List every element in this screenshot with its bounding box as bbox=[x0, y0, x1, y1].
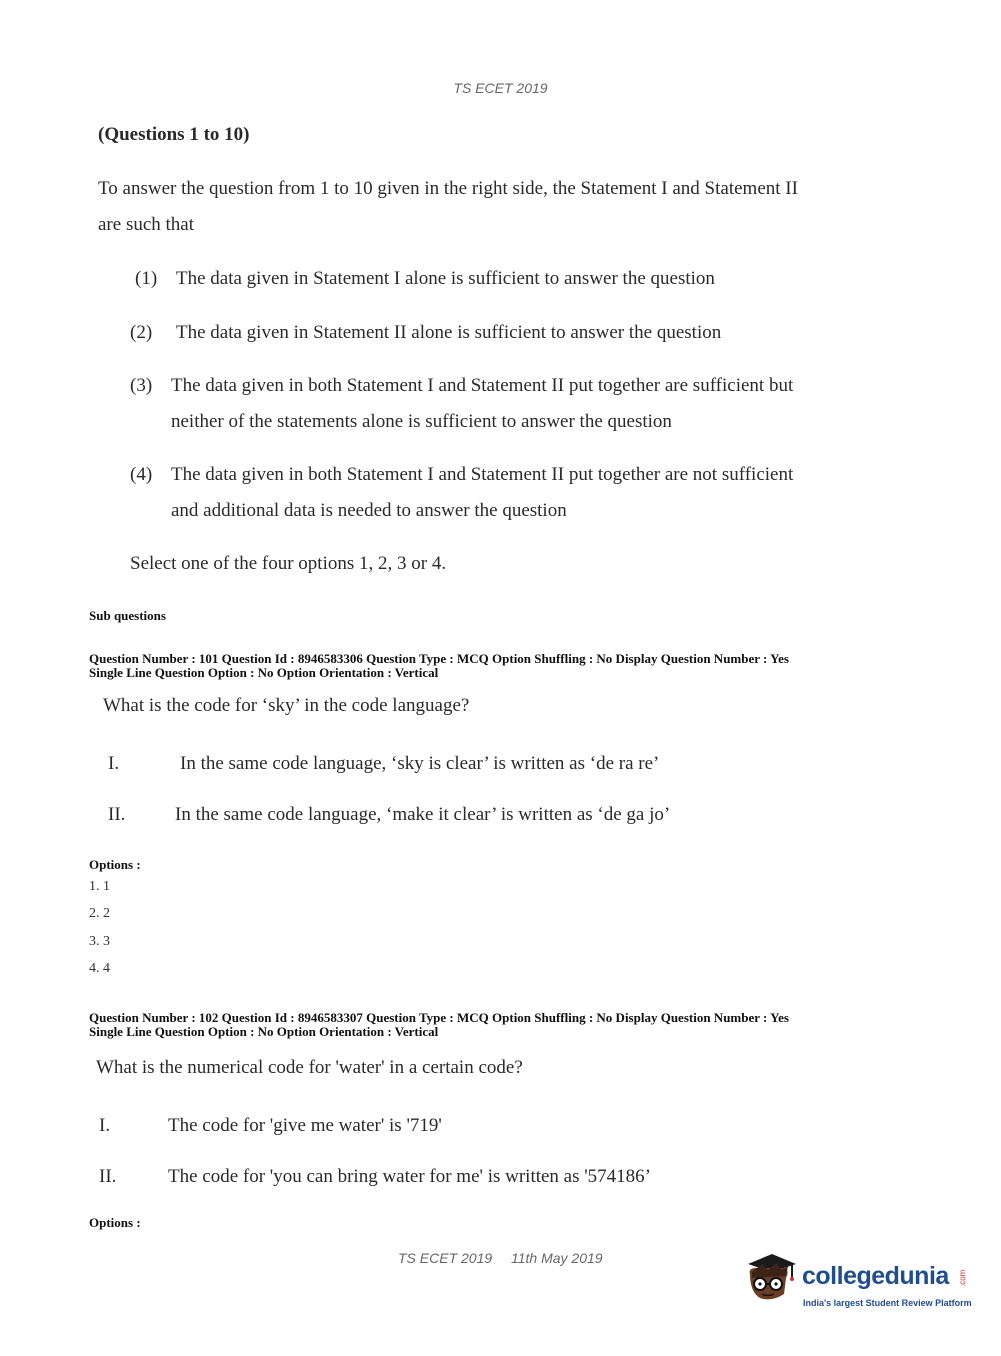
question-101-statement-1-number: I. bbox=[108, 753, 120, 774]
question-101-meta-line2: Single Line Question Option : No Option Orientation : Vertical bbox=[89, 665, 439, 680]
choice-4-text-line2: and additional data is needed to answer the question bbox=[171, 500, 567, 521]
question-101-statement-2-text: In the same code language, ‘make it clear’ is written as ‘de ga jo’ bbox=[175, 804, 671, 825]
footer-date: 11th May 2019 bbox=[511, 1250, 603, 1266]
collegedunia-mascot-icon bbox=[742, 1250, 798, 1310]
brand-suffix: .com bbox=[958, 1269, 967, 1287]
choice-4-text-line1: The data given in both Statement I and Statement II put together are not sufficient bbox=[171, 464, 794, 485]
question-102-meta-line2: Single Line Question Option : No Option Orientation : Vertical bbox=[89, 1024, 439, 1039]
select-instruction: Select one of the four options 1, 2, 3 or 4. bbox=[130, 553, 447, 574]
question-102-statement-2-number: II. bbox=[99, 1166, 117, 1187]
brand-tagline: India's largest Student Review Platform bbox=[803, 1298, 972, 1308]
brand-name: collegedunia bbox=[802, 1262, 949, 1290]
intro-line-1: To answer the question from 1 to 10 given in the right side, the Statement I and Statement II bbox=[98, 178, 798, 199]
choice-3-number: (3) bbox=[130, 375, 153, 396]
footer-exam: TS ECET 2019 bbox=[398, 1250, 493, 1266]
question-102-text: What is the numerical code for 'water' in a certain code? bbox=[96, 1057, 523, 1078]
question-101-option-1[interactable]: 1. 1 bbox=[89, 879, 110, 894]
choice-1-text: The data given in Statement I alone is sufficient to answer the question bbox=[176, 268, 715, 289]
question-101-statement-2-number: II. bbox=[108, 804, 126, 825]
question-101-option-4[interactable]: 4. 4 bbox=[89, 961, 110, 976]
question-102-statement-2-text: The code for 'you can bring water for me' is written as '574186’ bbox=[168, 1166, 652, 1187]
choice-3-text-line2: neither of the statements alone is sufficient to answer the question bbox=[171, 411, 672, 432]
question-102-statement-1-number: I. bbox=[99, 1115, 111, 1136]
question-101-statement-1-text: In the same code language, ‘sky is clear’ is written as ‘de ra re’ bbox=[180, 753, 660, 774]
page-header-title: TS ECET 2019 bbox=[453, 80, 548, 96]
choice-2-text: The data given in Statement II alone is sufficient to answer the question bbox=[176, 322, 722, 343]
question-101-text: What is the code for ‘sky’ in the code language? bbox=[103, 695, 470, 716]
question-101-options-label: Options : bbox=[89, 857, 141, 872]
choice-2-number: (2) bbox=[130, 322, 153, 343]
question-101-option-2[interactable]: 2. 2 bbox=[89, 906, 110, 921]
question-102-meta-line1: Question Number : 102 Question Id : 8946583307 Question Type : MCQ Option Shuffling : No Display Question Number : Yes bbox=[89, 1010, 789, 1025]
sub-questions-label: Sub questions bbox=[89, 608, 166, 623]
question-102-statement-1-text: The code for 'give me water' is '719' bbox=[168, 1115, 442, 1136]
intro-line-2: are such that bbox=[98, 214, 195, 235]
question-101-meta-line1: Question Number : 101 Question Id : 8946583306 Question Type : MCQ Option Shuffling : No Display Question Number : Yes bbox=[89, 651, 789, 666]
choice-4-number: (4) bbox=[130, 464, 153, 485]
choice-3-text-line1: The data given in both Statement I and Statement II put together are sufficient but bbox=[171, 375, 794, 396]
question-101-option-3[interactable]: 3. 3 bbox=[89, 934, 110, 949]
section-heading: (Questions 1 to 10) bbox=[98, 124, 250, 145]
question-102-options-label: Options : bbox=[89, 1215, 141, 1230]
choice-1-number: (1) bbox=[135, 268, 158, 289]
